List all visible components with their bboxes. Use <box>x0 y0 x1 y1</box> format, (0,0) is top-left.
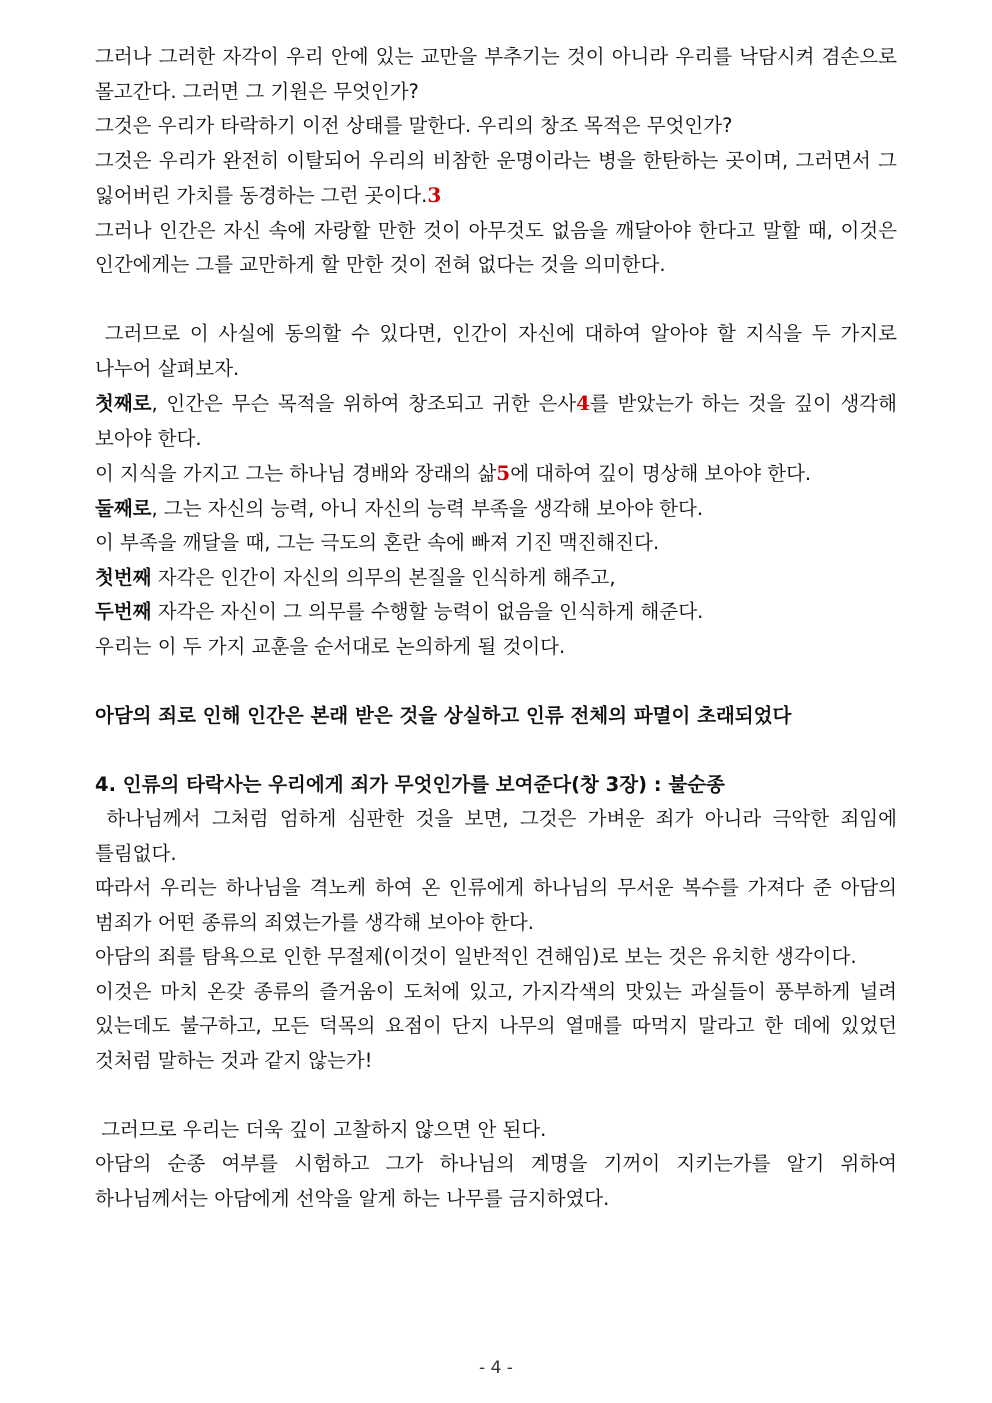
paragraph <box>95 802 897 871</box>
paragraph-text: 하나님께서 그처럼 엄하게 심판한 것을 보면, 그것은 가벼운 죄가 아니라 극악한 죄임에 틀림없다. <box>95 807 897 865</box>
paragraph-text: 자각은 자신이 그 의무를 수행할 능력이 없음을 인식하게 해준다. <box>151 600 704 623</box>
bold-lead: 첫째로 <box>95 392 152 415</box>
bold-lead: 두번째 <box>95 600 152 623</box>
blank-line <box>95 664 897 699</box>
paragraph: 이 부족을 깨달을 때, 그는 극도의 혼란 속에 빠져 기진 맥진해진다. <box>95 531 660 554</box>
paragraph-text: , 그는 자신의 능력, 아니 자신의 능력 부족을 생각해 보아야 한다. <box>151 496 704 520</box>
paragraph-text: 그러므로 우리는 더욱 깊이 고찰하지 않으면 안 된다. <box>101 1117 547 1141</box>
paragraph: 그러나 그러한 자각이 우리 안에 있는 교만을 부추기는 것이 아니라 우리를 낙담시켜 겸손으로 몰고간다. 그러면 그 기원은 무엇인가? <box>95 45 897 103</box>
bold-lead: 둘째로 <box>95 496 152 520</box>
paragraph-text: 에 대하여 깊이 명상해 보아야 한다. <box>510 462 812 485</box>
paragraph-text: 그것은 우리가 완전히 이탈되어 우리의 비참한 운명이라는 병을 한탄하는 곳이며, 그러면서 그 잃어버린 가치를 동경하는 그런 곳이다. <box>95 148 897 207</box>
paragraph: 따라서 우리는 하나님을 격노케 하여 온 인류에게 하나님의 무서운 복수를 가져다 준 아담의 범죄가 어떤 종류의 죄였는가를 생각해 보아야 한다. <box>95 876 897 934</box>
paragraph: 그것은 우리가 타락하기 이전 상태를 말한다. 우리의 창조 목적은 무엇인가? <box>95 114 733 137</box>
paragraph: 그러나 인간은 자신 속에 자랑할 만한 것이 아무것도 없음을 깨달아야 한다고 말할 때, 이것은 인간에게는 그를 교만하게 할 만한 것이 전혀 없다는 것을 의미한다. <box>95 218 897 276</box>
paragraph <box>95 144 897 214</box>
paragraph: 이것은 마치 온갖 종류의 즐거움이 도처에 있고, 가지각색의 맛있는 과실들이 풍부하게 널려 있는데도 불구하고, 모든 덕목의 요점이 단지 나무의 열매를 따먹지 말라고 한 데에 있었던 것처럼 말하는 것과 같지 않는가! <box>95 979 897 1072</box>
footnote-marker[interactable]: 5 <box>496 461 511 485</box>
paragraph: 아담의 죄를 탐욕으로 인한 무절제(이것이 일반적인 견해임)로 보는 것은 유치한 생각이다. <box>95 945 857 968</box>
footnote-marker[interactable]: 4 <box>576 391 591 415</box>
paragraph: 아담의 순종 여부를 시험하고 그가 하나님의 계명을 기꺼이 지키는가를 알기 위하여 하나님께서는 아담에게 선악을 알게 하는 나무를 금지하였다. <box>95 1152 897 1210</box>
paragraph <box>95 317 897 386</box>
paragraph <box>95 1113 897 1148</box>
paragraph: 우리는 이 두 가지 교훈을 순서대로 논의하게 될 것이다. <box>95 634 566 658</box>
footnote-marker[interactable]: 3 <box>427 183 442 207</box>
section-heading-numbered: 4. 인류의 타락사는 우리에게 죄가 무엇인가를 보여준다(창 3장) : 불순종 <box>95 772 725 796</box>
page-number: - 4 - <box>479 1358 513 1378</box>
paragraph-text: 를 받았는가 하는 것을 깊이 생각해 보아야 한다. <box>95 392 897 450</box>
blank-line <box>95 283 897 318</box>
paragraph-text: , 인간은 무슨 목적을 위하여 창조되고 귀한 은사 <box>151 392 577 415</box>
paragraph-text: 그러므로 이 사실에 동의할 수 있다면, 인간이 자신에 대하여 알아야 할 지식을 두 가지로 나누어 살펴보자. <box>95 322 897 380</box>
paragraph <box>95 561 897 596</box>
blank-line <box>95 1078 897 1113</box>
paragraph <box>95 386 897 456</box>
paragraph <box>95 456 897 492</box>
section-heading: 아담의 죄로 인해 인간은 본래 받은 것을 상실하고 인류 전체의 파멸이 초래되었다 <box>95 703 792 727</box>
bold-lead: 첫번째 <box>95 565 152 589</box>
paragraph <box>95 492 897 527</box>
paragraph <box>95 595 897 630</box>
blank-line <box>95 733 897 768</box>
paragraph-text: 이 지식을 가지고 그는 하나님 경배와 장래의 삶 <box>95 462 497 485</box>
paragraph-text: 자각은 인간이 자신의 의무의 본질을 인식하게 해주고, <box>151 565 616 589</box>
